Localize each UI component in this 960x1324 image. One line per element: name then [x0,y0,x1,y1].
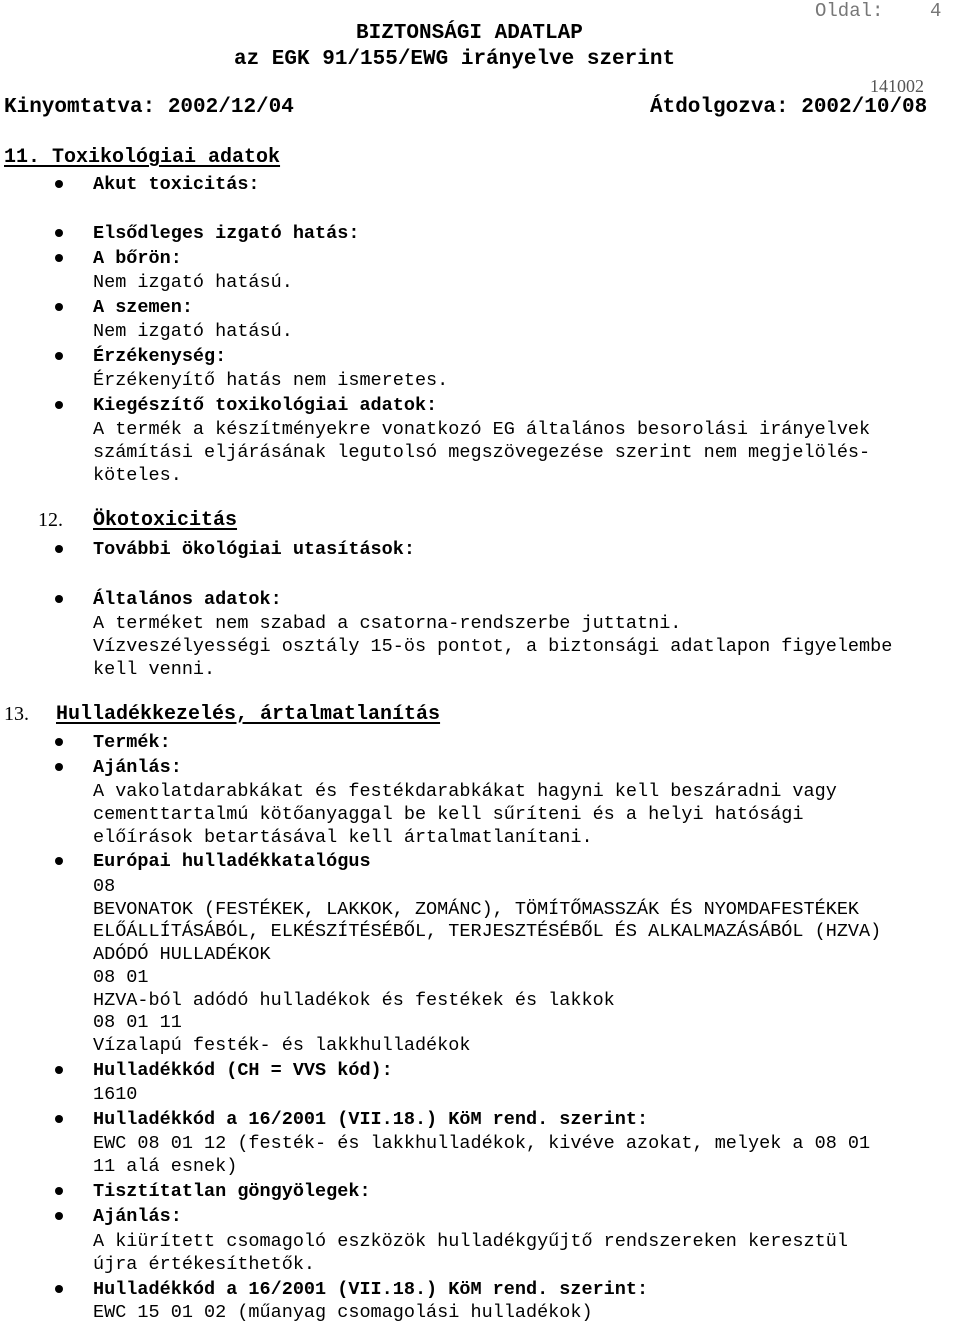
ewc-line-4: ADÓDÓ HULLADÉKOK [93,944,271,965]
additional-tox-label: Kiegészítő toxikológiai adatok: [93,395,438,416]
waste-code-ch-label: Hulladékkód (CH = VVS kód): [93,1060,393,1081]
product-label: Termék: [93,732,171,753]
recommendation-line-3: előírások betartásával kell ártalmatlanítani. [93,827,593,848]
bullet-icon [55,401,63,409]
eye-label: A szemen: [93,297,193,318]
printed-date: Kinyomtatva: 2002/12/04 [4,96,294,119]
section-13-heading: Hulladékkezelés, ártalmatlanítás [56,703,441,726]
bullet-icon [55,595,63,603]
acute-toxicity-label: Akut toxicitás: [93,174,260,195]
general-data-line-1: A terméket nem szabad a csatorna-rendszerbe juttatni. [93,613,682,634]
ewc-line-6: HZVA-ból adódó hulladékok és festékek és lakkok [93,990,615,1011]
recommendation-2-line-2: újra értékesíthetők. [93,1254,316,1275]
general-data-label: Általános adatok: [93,589,282,610]
document-title: BIZTONSÁGI ADATLAP [356,22,583,45]
waste-code-hu-line-1: EWC 08 01 12 (festék- és lakkhulladékok, kivéve azokat, melyek a 08 01 [93,1133,871,1154]
waste-code-hu-line-2: 11 alá esnek) [93,1156,238,1177]
bullet-icon [55,180,63,188]
section-11-heading: 11. Toxikológiai adatok [4,146,281,169]
sensitization-label: Érzékenység: [93,346,227,367]
section-13-number: 13. [4,703,29,725]
bullet-icon [55,1285,63,1293]
bullet-icon [55,857,63,865]
waste-code-hu-2-line-1: EWC 15 01 02 (műanyag csomagolási hulladékok) [93,1302,593,1323]
ewc-line-5: 08 01 [93,967,149,988]
skin-label: A bőrön: [93,248,182,269]
bullet-icon [55,763,63,771]
document-code: 141002 [870,76,924,96]
bullet-icon [55,303,63,311]
primary-irritation-label: Elsődleges izgató hatás: [93,223,360,244]
additional-tox-line-3: köteles. [93,465,182,486]
additional-tox-line-1: A termék a készítményekre vonatkozó EG általános besorolási irányelvek [93,419,871,440]
recommendation-2-line-1: A kiürített csomagoló eszközök hulladékgyűjtő rendszereken keresztül [93,1231,848,1252]
recommendation-2-label: Ajánlás: [93,1206,182,1227]
further-ecology-label: További ökológiai utasítások: [93,539,415,560]
skin-text: Nem izgató hatású. [93,272,293,293]
ewc-line-8: Vízalapú festék- és lakkhulladékok [93,1035,471,1056]
sensitization-text: Érzékenyítő hatás nem ismeretes. [93,370,449,391]
additional-tox-line-2: számítási eljárásának legutolsó megszövegezése szerint nem megjelölés- [93,442,871,463]
bullet-icon [55,738,63,746]
waste-code-ch-value: 1610 [93,1084,138,1105]
recommendation-line-2: cementtartalmú kötőanyaggal be kell sűríteni és a helyi hatósági [93,804,804,825]
revised-date: Átdolgozva: 2002/10/08 [650,96,928,119]
ewc-line-3: ELŐÁLLÍTÁSÁBÓL, ELKÉSZÍTÉSÉBŐL, TERJESZTÉSÉBŐL ÉS ALKALMAZÁSÁBÓL (HZVA) [93,921,882,942]
bullet-icon [55,1212,63,1220]
ewc-label: Európai hulladékkatalógus [93,851,371,872]
waste-code-hu-2-label: Hulladékkód a 16/2001 (VII.18.) KöM rend. szerint: [93,1279,649,1300]
ewc-line-2: BEVONATOK (FESTÉKEK, LAKKOK, ZOMÁNC), TÖMÍTŐMASSZÁK ÉS NYOMDAFESTÉKEK [93,899,860,920]
bullet-icon [55,254,63,262]
bullet-icon [55,1187,63,1195]
section-12-heading: Ökotoxicitás [93,509,238,532]
bullet-icon [55,1115,63,1123]
waste-code-hu-label: Hulladékkód a 16/2001 (VII.18.) KöM rend. szerint: [93,1109,649,1130]
page-number: 4 [930,0,942,22]
general-data-line-2: Vízveszélyességi osztály 15-ös pontot, a biztonsági adatlapon figyelembe [93,636,893,657]
bullet-icon [55,1066,63,1074]
bullet-icon [55,352,63,360]
recommendation-line-1: A vakolatdarabkákat és festékdarabkákat hagyni kell beszáradni vagy [93,781,837,802]
bullet-icon [55,229,63,237]
bullet-icon [55,545,63,553]
document-subtitle: az EGK 91/155/EWG irányelve szerint [234,48,676,71]
recommendation-label: Ajánlás: [93,757,182,778]
general-data-line-3: kell venni. [93,659,216,680]
uncleaned-packaging-label: Tisztítatlan göngyölegek: [93,1181,371,1202]
ewc-line-7: 08 01 11 [93,1012,182,1033]
page-label: Oldal: [815,0,884,22]
eye-text: Nem izgató hatású. [93,321,293,342]
ewc-line-1: 08 [93,876,116,897]
section-12-number: 12. [38,509,63,531]
